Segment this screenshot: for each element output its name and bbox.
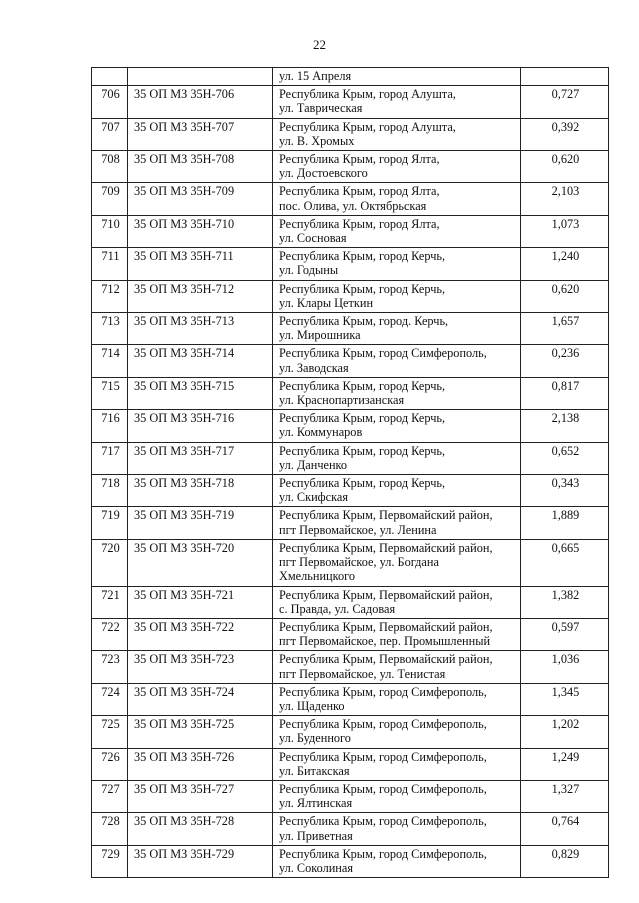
row-number: 713 <box>92 313 128 345</box>
road-code: 35 ОП МЗ 35Н-715 <box>128 377 273 409</box>
road-length: 0,236 <box>521 345 609 377</box>
road-length: 2,138 <box>521 410 609 442</box>
row-number: 728 <box>92 813 128 845</box>
road-address <box>273 215 521 247</box>
road-length: 1,036 <box>521 651 609 683</box>
table-row <box>92 118 609 150</box>
road-address <box>273 475 521 507</box>
road-address <box>273 68 521 86</box>
row-number: 721 <box>92 586 128 618</box>
row-number: 723 <box>92 651 128 683</box>
page-number: 22 <box>313 37 326 52</box>
road-address <box>273 651 521 683</box>
road-address <box>273 813 521 845</box>
address-line: ул. Годыны <box>279 263 339 278</box>
address-line: Республика Крым, город Ялта, <box>279 216 440 231</box>
address-line: Республика Крым, город Керчь, <box>279 443 446 458</box>
table-row <box>92 345 609 377</box>
address-line: Республика Крым, город Керчь, <box>279 281 446 296</box>
table-row <box>92 86 609 118</box>
table-row <box>92 748 609 780</box>
table-row <box>92 475 609 507</box>
road-length <box>521 68 609 86</box>
address-line: Республика Крым, город Симферополь, <box>279 814 487 829</box>
address-line: Республика Крым, город Алушта, <box>279 87 456 102</box>
road-length: 0,829 <box>521 845 609 877</box>
road-code: 35 ОП МЗ 35Н-713 <box>128 313 273 345</box>
road-address <box>273 618 521 650</box>
road-address <box>273 410 521 442</box>
address-line: Республика Крым, город Керчь, <box>279 476 446 491</box>
road-address <box>273 183 521 215</box>
row-number: 729 <box>92 845 128 877</box>
row-number <box>92 68 128 86</box>
address-line: Республика Крым, город Симферополь, <box>279 684 487 699</box>
row-number: 726 <box>92 748 128 780</box>
address-line: Республика Крым, город Симферополь, <box>279 846 487 861</box>
road-address <box>273 86 521 118</box>
row-number: 711 <box>92 248 128 280</box>
road-length: 0,764 <box>521 813 609 845</box>
road-address <box>273 377 521 409</box>
address-line: Республика Крым, Первомайский район, <box>279 540 493 555</box>
road-address <box>273 683 521 715</box>
table-row <box>92 151 609 183</box>
road-code: 35 ОП МЗ 35Н-728 <box>128 813 273 845</box>
road-code: 35 ОП МЗ 35Н-725 <box>128 716 273 748</box>
row-number: 722 <box>92 618 128 650</box>
row-number: 709 <box>92 183 128 215</box>
address-line: Республика Крым, Первомайский район, <box>279 652 493 667</box>
address-line: ул. Заводская <box>279 360 349 375</box>
road-code: 35 ОП МЗ 35Н-717 <box>128 442 273 474</box>
road-length: 0,817 <box>521 377 609 409</box>
road-length: 0,652 <box>521 442 609 474</box>
table-row <box>92 377 609 409</box>
address-line: ул. 15 Апреля <box>279 69 352 83</box>
road-length: 1,240 <box>521 248 609 280</box>
road-address <box>273 248 521 280</box>
road-code: 35 ОП МЗ 35Н-722 <box>128 618 273 650</box>
road-length: 0,620 <box>521 151 609 183</box>
address-line: Республика Крым, город. Керчь, <box>279 314 449 329</box>
road-code: 35 ОП МЗ 35Н-720 <box>128 539 273 586</box>
road-code: 35 ОП МЗ 35Н-716 <box>128 410 273 442</box>
table-row <box>92 248 609 280</box>
address-line: ул. В. Хромых <box>279 133 355 148</box>
road-length: 1,657 <box>521 313 609 345</box>
road-address <box>273 507 521 539</box>
table-row <box>92 683 609 715</box>
registry-body <box>92 68 609 878</box>
address-line: ул. Коммунаров <box>279 425 363 440</box>
address-line: с. Правда, ул. Садовая <box>279 601 396 616</box>
address-line: ул. Таврическая <box>279 101 363 116</box>
table-row <box>92 716 609 748</box>
road-address <box>273 151 521 183</box>
continuation-row <box>92 68 609 86</box>
address-line: Республика Крым, Первомайский район, <box>279 508 493 523</box>
row-number: 710 <box>92 215 128 247</box>
road-address <box>273 586 521 618</box>
address-line: Республика Крым, город Ялта, <box>279 152 440 167</box>
address-line: пгт Первомайское, ул. Ленина <box>279 522 437 537</box>
road-code: 35 ОП МЗ 35Н-726 <box>128 748 273 780</box>
address-line: ул. Данченко <box>279 457 348 472</box>
road-address <box>273 280 521 312</box>
road-code: 35 ОП МЗ 35Н-714 <box>128 345 273 377</box>
table-row <box>92 586 609 618</box>
address-line: пос. Олива, ул. Октябрьская <box>279 198 427 213</box>
address-line: Республика Крым, город Ялта, <box>279 184 440 199</box>
address-line: ул. Соколиная <box>279 860 353 875</box>
road-address <box>273 345 521 377</box>
address-line: ул. Ялтинская <box>279 796 353 811</box>
road-code <box>128 68 273 86</box>
road-code: 35 ОП МЗ 35Н-708 <box>128 151 273 183</box>
row-number: 725 <box>92 716 128 748</box>
road-length: 0,620 <box>521 280 609 312</box>
road-address <box>273 313 521 345</box>
address-line: ул. Битакская <box>279 763 350 778</box>
road-address <box>273 442 521 474</box>
table-row <box>92 280 609 312</box>
row-number: 717 <box>92 442 128 474</box>
address-line: Республика Крым, Первомайский район, <box>279 587 493 602</box>
row-number: 719 <box>92 507 128 539</box>
address-line: Республика Крым, город Симферополь, <box>279 781 487 796</box>
table-row <box>92 215 609 247</box>
address-line: ул. Щаденко <box>279 698 345 713</box>
address-line: ул. Буденного <box>279 731 351 746</box>
road-code: 35 ОП МЗ 35Н-724 <box>128 683 273 715</box>
address-line: пгт Первомайское, ул. Тенистая <box>279 666 446 681</box>
road-code: 35 ОП МЗ 35Н-711 <box>128 248 273 280</box>
road-address <box>273 780 521 812</box>
row-number: 718 <box>92 475 128 507</box>
road-length: 1,382 <box>521 586 609 618</box>
road-length: 2,103 <box>521 183 609 215</box>
table-row <box>92 780 609 812</box>
road-code: 35 ОП МЗ 35Н-727 <box>128 780 273 812</box>
address-line: Республика Крым, город Симферополь, <box>279 749 487 764</box>
address-line: ул. Приветная <box>279 828 353 843</box>
address-line: ул. Клары Цеткин <box>279 295 374 310</box>
road-code: 35 ОП МЗ 35Н-718 <box>128 475 273 507</box>
road-code: 35 ОП МЗ 35Н-723 <box>128 651 273 683</box>
road-address <box>273 539 521 586</box>
address-line: Республика Крым, город Керчь, <box>279 249 446 264</box>
address-line: ул. Мирошника <box>279 328 361 343</box>
road-address <box>273 845 521 877</box>
table-row <box>92 183 609 215</box>
row-number: 706 <box>92 86 128 118</box>
row-number: 707 <box>92 118 128 150</box>
table-row <box>92 813 609 845</box>
road-length: 1,249 <box>521 748 609 780</box>
address-line: пгт Первомайское, ул. Богдана <box>279 555 439 570</box>
road-address <box>273 748 521 780</box>
road-length: 0,727 <box>521 86 609 118</box>
address-line: Республика Крым, город Симферополь, <box>279 717 487 732</box>
table-row <box>92 539 609 586</box>
table-row <box>92 442 609 474</box>
road-registry-table <box>91 67 609 878</box>
road-length: 0,343 <box>521 475 609 507</box>
row-number: 715 <box>92 377 128 409</box>
road-code: 35 ОП МЗ 35Н-706 <box>128 86 273 118</box>
road-code: 35 ОП МЗ 35Н-721 <box>128 586 273 618</box>
road-code: 35 ОП МЗ 35Н-712 <box>128 280 273 312</box>
road-code: 35 ОП МЗ 35Н-707 <box>128 118 273 150</box>
table-row <box>92 410 609 442</box>
road-address <box>273 716 521 748</box>
road-code: 35 ОП МЗ 35Н-710 <box>128 215 273 247</box>
address-line: ул. Достоевского <box>279 166 368 181</box>
road-length: 1,073 <box>521 215 609 247</box>
road-length: 1,889 <box>521 507 609 539</box>
row-number: 712 <box>92 280 128 312</box>
road-length: 0,597 <box>521 618 609 650</box>
address-line: ул. Краснопартизанская <box>279 393 405 408</box>
road-code: 35 ОП МЗ 35Н-719 <box>128 507 273 539</box>
road-length: 1,327 <box>521 780 609 812</box>
road-length: 0,665 <box>521 539 609 586</box>
road-code: 35 ОП МЗ 35Н-709 <box>128 183 273 215</box>
address-line: Республика Крым, город Симферополь, <box>279 346 487 361</box>
address-line: ул. Скифская <box>279 490 348 505</box>
row-number: 714 <box>92 345 128 377</box>
address-line: Хмельницкого <box>279 569 355 584</box>
table-row <box>92 845 609 877</box>
address-line: Республика Крым, город Керчь, <box>279 411 446 426</box>
road-address <box>273 118 521 150</box>
table-row <box>92 507 609 539</box>
road-length: 1,345 <box>521 683 609 715</box>
address-line: Республика Крым, город Керчь, <box>279 378 446 393</box>
table-row <box>92 313 609 345</box>
road-code: 35 ОП МЗ 35Н-729 <box>128 845 273 877</box>
row-number: 716 <box>92 410 128 442</box>
road-length: 0,392 <box>521 118 609 150</box>
row-number: 727 <box>92 780 128 812</box>
road-length: 1,202 <box>521 716 609 748</box>
row-number: 724 <box>92 683 128 715</box>
address-line: Республика Крым, Первомайский район, <box>279 619 493 634</box>
address-line: Республика Крым, город Алушта, <box>279 119 456 134</box>
row-number: 708 <box>92 151 128 183</box>
table-row <box>92 651 609 683</box>
address-line: ул. Сосновая <box>279 231 347 246</box>
address-line: пгт Первомайское, пер. Промышленный <box>279 634 491 649</box>
table-row <box>92 618 609 650</box>
row-number: 720 <box>92 539 128 586</box>
